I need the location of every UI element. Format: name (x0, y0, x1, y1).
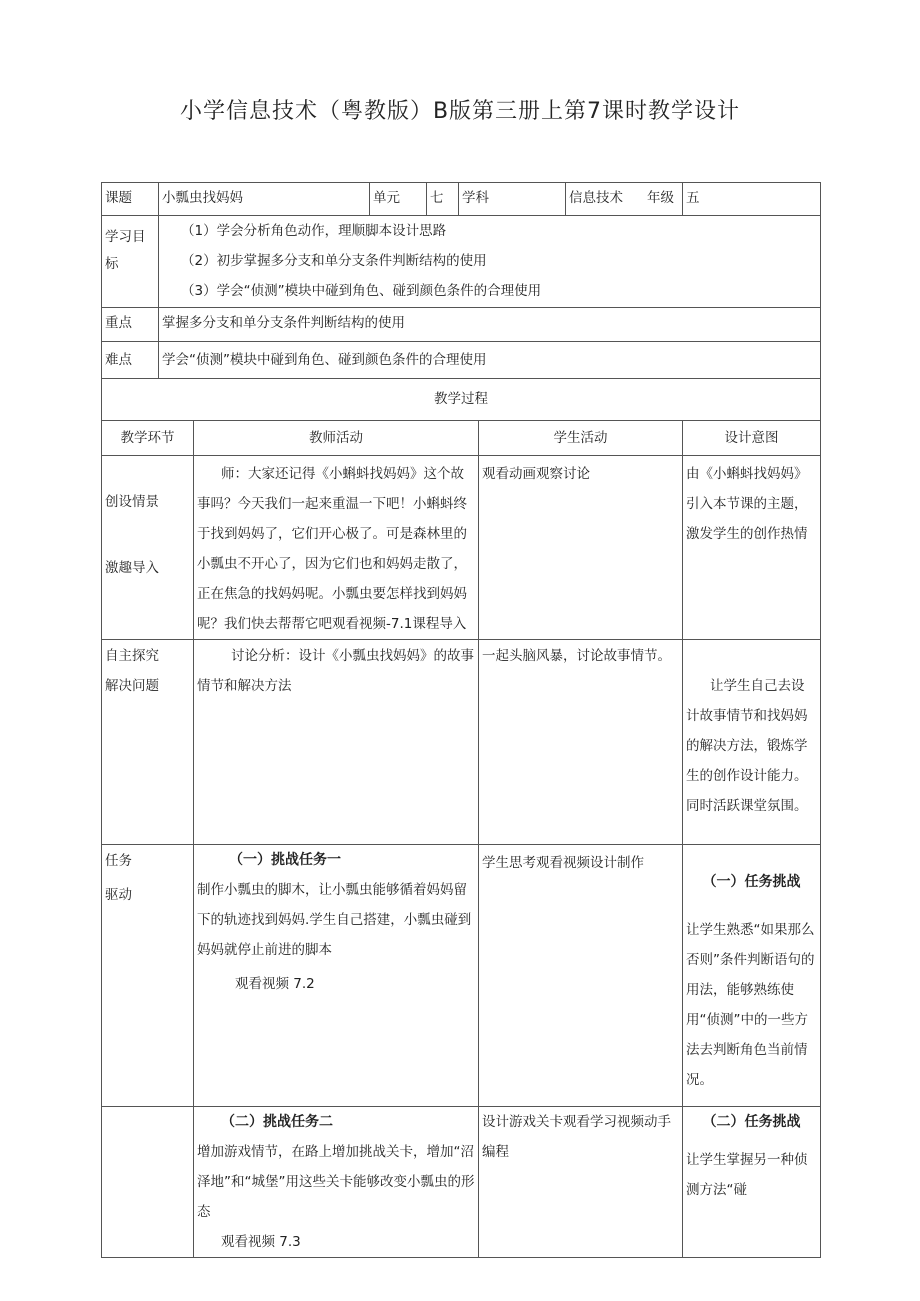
difficulty-label: 难点 (102, 341, 159, 378)
goals-label-line-1: 学习目 (105, 228, 146, 245)
header-teacher: 教师活动 (194, 420, 479, 455)
goals-label (102, 215, 159, 307)
goals-row (102, 215, 821, 307)
student-activity-4: 设计游戏关卡观看学习视频动手编程 (479, 1106, 683, 1257)
video-note: 观看视频 7.3 (221, 1233, 301, 1250)
key-point-label: 重点 (102, 307, 159, 341)
process-row-1 (102, 455, 821, 639)
teacher-activity-1: 师：大家还记得《小蝌蚪找妈妈》这个故事吗？今天我们一起来重温一下吧！小蝌蚪终于找到妈妈了，它们开心极了。可是森林里的小瓢虫不开心了，因为它们也和妈妈走散了，正在焦急的找妈妈呢。小瓢虫要怎样找到妈妈呢？我们快去帮帮它吧观看视频-7.1课程导入 (194, 455, 479, 639)
stage-cell-3 (102, 844, 194, 1106)
stage-line-1: 创设情景 (105, 493, 159, 510)
video-note: 观看视频 7.2 (235, 975, 315, 992)
stage-cell-2 (102, 639, 194, 844)
teacher-activity-2: 讨论分析：设计《小瓢虫找妈妈》的故事情节和解决方法 (194, 639, 479, 844)
header-student: 学生活动 (479, 420, 683, 455)
student-activity-2: 一起头脑风暴，讨论故事情节。 (479, 639, 683, 844)
stage-line-1: 任务 (105, 852, 132, 869)
intent-heading: （二）任务挑战 (702, 1113, 801, 1130)
label-xue-ke: 学科 (459, 183, 566, 216)
stage-line-2: 解决问题 (105, 677, 159, 694)
stage-line-2: 驱动 (105, 886, 132, 903)
student-activity-3: 学生思考观看视频设计制作 (479, 844, 683, 1106)
label-ke-ti: 课题 (102, 183, 159, 216)
key-point-text: 掌握多分支和单分支条件判断结构的使用 (159, 307, 821, 341)
label-dan-yuan: 单元 (370, 183, 427, 216)
task-description: 制作小瓢虫的脚木，让小瓢虫能够循着妈妈留下的轨迹找到妈妈.学生自己搭建，小瓢虫碰到妈妈就停止前进的脚本 (197, 881, 472, 958)
value-nian-ji: 五 (683, 183, 821, 216)
process-row-3 (102, 844, 821, 1106)
difficulty-text: 学会“侦测”模块中碰到角色、碰到颜色条件的合理使用 (159, 341, 821, 378)
student-activity-1: 观看动画观察讨论 (479, 455, 683, 639)
process-title: 教学过程 (102, 378, 821, 420)
goals-label-line-2: 标 (105, 255, 119, 272)
intent-heading: （一）任务挑战 (702, 873, 801, 890)
intent-text: 让学生掌握另一种侦测方法“碰 (686, 1151, 808, 1198)
process-row-2 (102, 639, 821, 844)
stage-cell-1 (102, 455, 194, 639)
goal-item: （2）初步掌握多分支和单分支条件判断结构的使用 (181, 252, 487, 269)
teacher-activity-3 (194, 844, 479, 1106)
design-intent-1: 由《小蝌蚪找妈妈》引入本节课的主题，激发学生的创作热情 (683, 455, 821, 639)
goal-item: （1）学会分析角色动作，理顺脚本设计思路 (181, 222, 447, 239)
document-title: 小学信息技术（粤教版）B版第三册上第7课时教学设计 (179, 99, 741, 124)
task-heading: （一）挑战任务一 (229, 851, 341, 868)
goal-item: （3）学会“侦测”模块中碰到角色、碰到颜色条件的合理使用 (181, 282, 542, 299)
lesson-plan-table (101, 182, 821, 1258)
process-title-row (102, 378, 821, 420)
label-nian-ji: 年级 (647, 190, 674, 206)
header-intent: 设计意图 (683, 420, 821, 455)
xue-ke-cell (566, 183, 683, 216)
task-heading: （二）挑战任务二 (221, 1113, 333, 1130)
intent-text: 让学生熟悉“如果那么否则”条件判断语句的用法，能够熟练使用“侦测”中的一些方法去判断角色当前情况。 (686, 921, 815, 1088)
process-row-4 (102, 1106, 821, 1257)
design-intent-2: 让学生自己去设计故事情节和找妈妈的解决方法，锻炼学生的创作设计能力。同时活跃课堂氛围。 (683, 639, 821, 844)
difficulty-row (102, 341, 821, 378)
value-dan-yuan: 七 (427, 183, 459, 216)
info-row (102, 183, 821, 216)
value-ke-ti: 小瓢虫找妈妈 (159, 183, 370, 216)
header-stage: 教学环节 (102, 420, 194, 455)
process-header-row (102, 420, 821, 455)
stage-line-2: 激趣导入 (105, 559, 159, 576)
value-xue-ke: 信息技术 (569, 190, 623, 206)
teacher-activity-4 (194, 1106, 479, 1257)
stage-cell-4 (102, 1106, 194, 1257)
goals-content (159, 215, 821, 307)
task-description: 增加游戏情节，在路上增加挑战关卡，增加“沼泽地”和“城堡”用这些关卡能够改变小瓢虫的形态 (197, 1143, 475, 1220)
design-intent-4 (683, 1106, 821, 1257)
stage-line-1: 自主探究 (105, 647, 159, 664)
key-point-row (102, 307, 821, 341)
design-intent-3 (683, 844, 821, 1106)
